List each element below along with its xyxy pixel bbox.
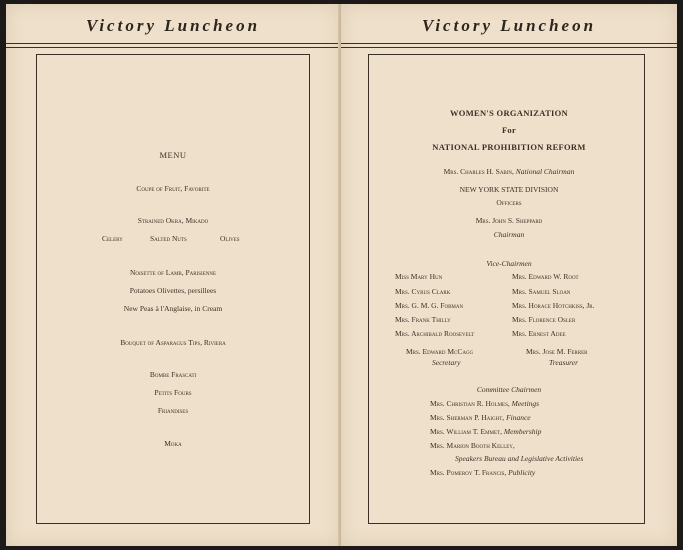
committee-member-role: Membership — [503, 427, 542, 436]
menu-item-lamb: Noisette of Lamb, Parisienne — [129, 268, 217, 277]
vice-chair-left: Mrs. G. M. G. Forman — [395, 301, 464, 310]
org-subtitle: NATIONAL PROHIBITION REFORM — [432, 142, 586, 152]
menu-item-celery: Celery — [102, 234, 123, 243]
treasurer-name: Mrs. Jose M. Ferrer — [526, 347, 588, 356]
header-rule-bottom — [6, 47, 340, 48]
committee-line — [430, 468, 535, 477]
committee-member-name: Mrs. Sherman P. Haight, — [430, 413, 505, 422]
committee-member-role: Publicity — [508, 468, 536, 477]
committee-member-role: Finance — [506, 413, 531, 422]
vice-chair-right: Mrs. Edward W. Root — [512, 272, 579, 281]
menu-title: MENU — [159, 150, 187, 160]
vice-chair-right: Mrs. Florence Osler — [512, 315, 576, 324]
committee-line — [430, 441, 515, 450]
header-rule-top — [341, 43, 677, 44]
menu-item-friandises: Friandises — [157, 406, 189, 415]
committee-member-name: Mrs. Marion Booth Kelley, — [430, 441, 515, 450]
vice-chair-right: Mrs. Horace Hotchkiss, Jr. — [512, 301, 595, 310]
header-rule-bottom — [341, 47, 677, 48]
state-chairman-title: Chairman — [493, 230, 525, 239]
org-for: For — [501, 125, 517, 135]
menu-page — [6, 4, 340, 546]
org-title: WOMEN'S ORGANIZATION — [449, 108, 568, 118]
vice-chair-left: Mrs. Cyrus Clark — [395, 287, 451, 296]
committee-line — [455, 454, 583, 463]
state-chairman-name: Mrs. John S. Sheppard — [475, 216, 543, 225]
national-chairman-name: Mrs. Charles H. Sabin, — [443, 167, 514, 176]
division-heading: NEW YORK STATE DIVISION — [459, 185, 559, 194]
menu-item-asparagus: Bouquet of Asparagus Tips, Riviera — [120, 338, 226, 347]
menu-item-bombe: Bombe Frascati — [149, 370, 197, 379]
committee-heading: Committee Chairmen — [476, 385, 542, 394]
committee-member-role: Speakers Bureau and Legislative Activities — [455, 454, 584, 463]
secretary-title: Secretary — [432, 358, 461, 367]
committee-member-role: Meetings — [511, 399, 540, 408]
vice-chair-left: Miss Mary Hun — [395, 272, 443, 281]
secretary-name: Mrs. Edward McCagg — [406, 347, 474, 356]
menu-item-moka: Moka — [164, 439, 182, 448]
menu-item-peas: New Peas à l'Anglaise, in Cream — [123, 304, 223, 313]
vice-chairmen-heading: Vice-Chairmen — [486, 259, 532, 268]
officers-heading: Officers — [496, 198, 522, 207]
treasurer-title: Treasurer — [549, 358, 579, 367]
organization-page — [341, 4, 677, 546]
national-chairman-title: National Chairman — [515, 167, 575, 176]
committee-member-name: Mrs. William T. Emmet, — [430, 427, 502, 436]
committee-line — [430, 413, 531, 422]
menu-item-petits-fours: Petits Fours — [154, 388, 192, 397]
vice-chair-right: Mrs. Ernest Adee — [512, 329, 566, 338]
committee-member-name: Mrs. Pomeroy T. Francis, — [430, 468, 507, 477]
vice-chair-left: Mrs. Frank Thilly — [395, 315, 451, 324]
menu-item-coupe: Coupe of Fruit, Favorite — [136, 184, 210, 193]
right-page-header: Victory Luncheon — [421, 16, 597, 35]
committee-line — [430, 399, 539, 408]
vice-chair-right: Mrs. Samuel Sloan — [512, 287, 571, 296]
national-chairman — [341, 167, 677, 176]
vice-chair-left: Mrs. Archibald Roosevelt — [395, 329, 475, 338]
header-rule-top — [6, 43, 340, 44]
menu-item-okra: Strained Okra, Mikado — [137, 216, 209, 225]
menu-item-olives: Olives — [220, 234, 240, 243]
menu-item-nuts: Salted Nuts — [150, 234, 187, 243]
left-page-header: Victory Luncheon — [85, 16, 261, 35]
committee-line — [430, 427, 541, 436]
committee-member-name: Mrs. Christian R. Holmes, — [430, 399, 510, 408]
menu-item-potatoes: Potatoes Olivettes, persillees — [129, 286, 217, 295]
